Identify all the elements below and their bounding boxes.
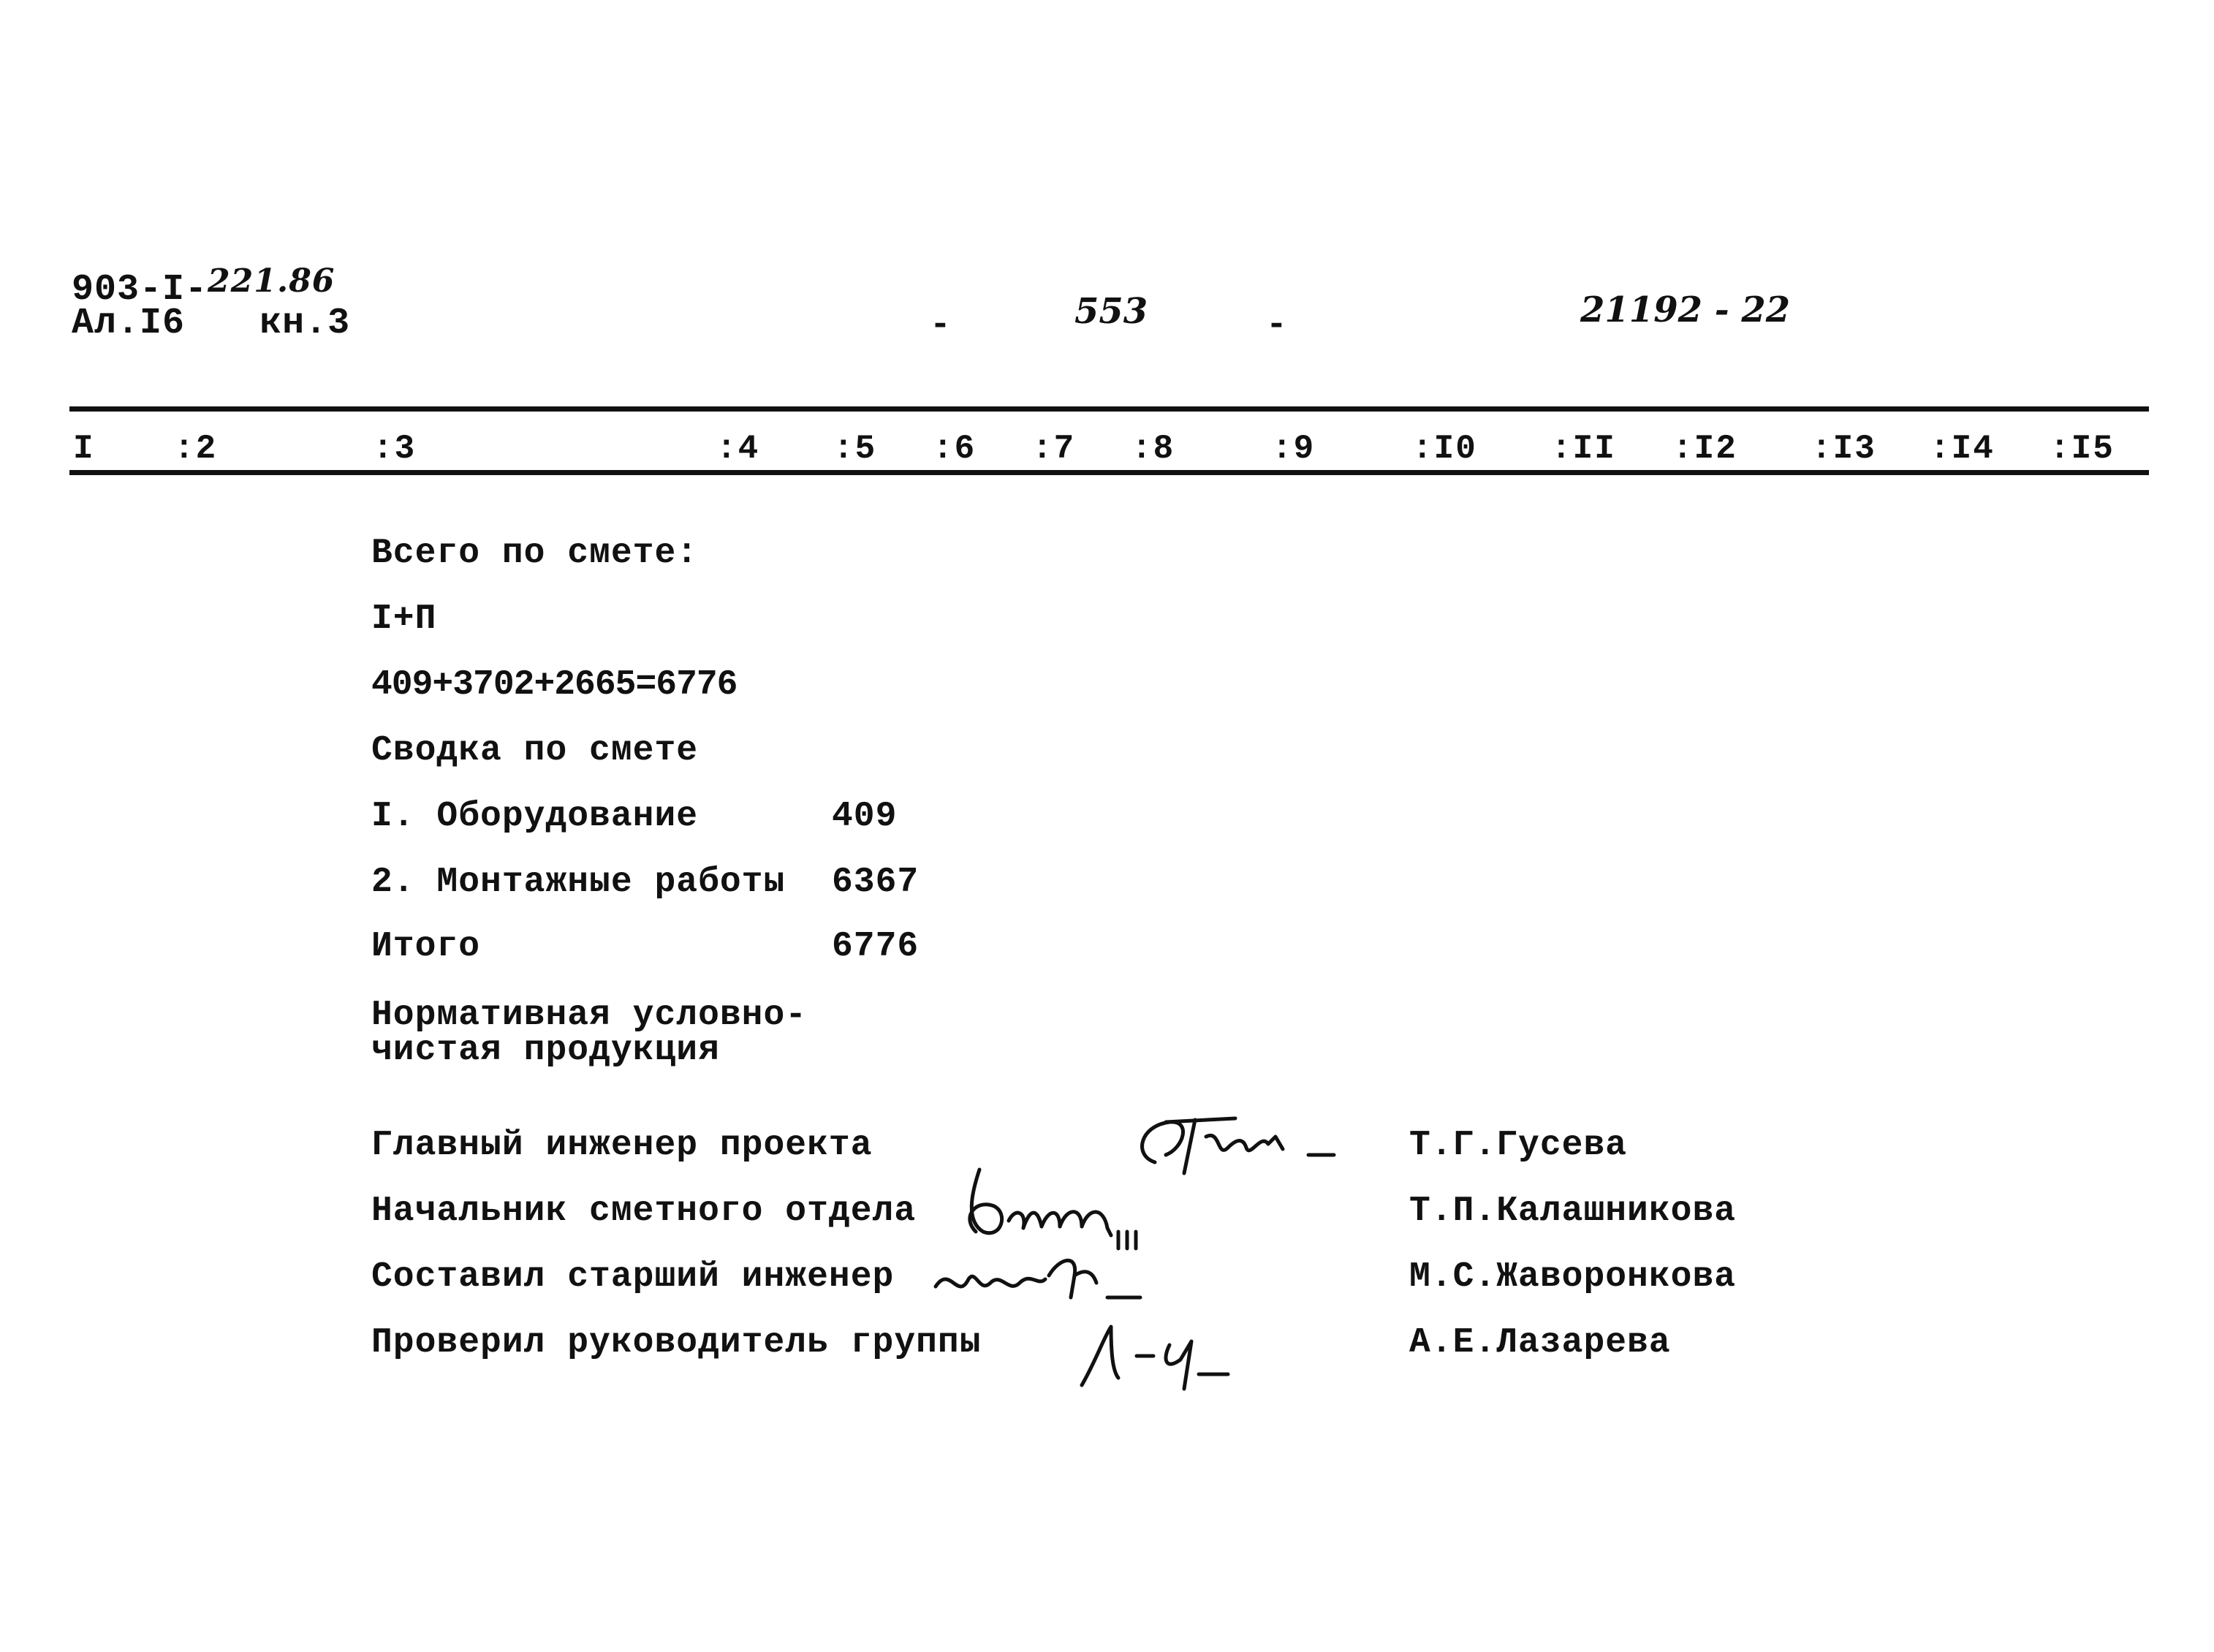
column-label: :I2 xyxy=(1672,430,1737,468)
signature-role: Проверил руководитель группы xyxy=(371,1323,982,1363)
item-value: 6776 xyxy=(832,927,920,966)
order-number: 21192 - 22 xyxy=(1580,289,1791,330)
header-dash-right: - xyxy=(1266,306,1288,345)
signature-role: Составил старший инженер xyxy=(371,1257,895,1297)
column-label: :I0 xyxy=(1412,430,1477,468)
column-label: :7 xyxy=(1032,430,1076,468)
signature-lazareva xyxy=(1067,1316,1243,1396)
book-number: кн.3 xyxy=(259,303,351,344)
total-formula: 409+3702+2665=6776 xyxy=(371,665,738,705)
bottom-rule xyxy=(69,470,2149,475)
normative-line-1: Нормативная условно- xyxy=(371,996,808,1035)
header-dash-left: - xyxy=(930,306,952,345)
signature-name: А.Е.Лазарева xyxy=(1409,1323,1671,1363)
column-label: :8 xyxy=(1131,430,1175,468)
signature-name: М.С.Жаворонкова xyxy=(1409,1257,1737,1297)
column-label: :I4 xyxy=(1930,430,1995,468)
summary-title: Сводка по смете xyxy=(371,731,699,770)
item-label: Итого xyxy=(371,927,481,966)
item-value: 409 xyxy=(832,797,898,836)
column-label: :II xyxy=(1551,430,1616,468)
code-handwritten: 221.86 xyxy=(208,262,335,300)
total-title: Всего по смете: xyxy=(371,534,699,573)
code-prefix: 903-I- xyxy=(72,269,208,311)
column-label: :9 xyxy=(1272,430,1316,468)
column-label: :I3 xyxy=(1811,430,1876,468)
page-number: 553 xyxy=(1074,291,1148,332)
item-label: I. Оборудование xyxy=(371,797,699,836)
item-label: 2. Монтажные работы xyxy=(371,863,786,902)
normative-line-2: чистая продукция xyxy=(371,1031,720,1070)
column-label: :4 xyxy=(716,430,760,468)
column-label: I xyxy=(73,430,95,468)
column-label: :6 xyxy=(933,430,977,468)
sections-label: I+П xyxy=(371,599,437,639)
signature-zhavoronkova xyxy=(928,1243,1155,1316)
signature-name: Т.Г.Гусева xyxy=(1409,1126,1628,1165)
column-label: :I5 xyxy=(2050,430,2115,468)
top-rule xyxy=(69,406,2149,412)
signature-name: Т.П.Калашникова xyxy=(1409,1191,1737,1231)
album-book-line xyxy=(72,303,350,344)
column-label: :5 xyxy=(833,430,877,468)
signature-role: Начальник сметного отдела xyxy=(371,1191,917,1231)
signature-role: Главный инженер проекта xyxy=(371,1126,873,1165)
signature-gusev xyxy=(1126,1104,1345,1184)
column-label: :2 xyxy=(174,430,218,468)
item-value: 6367 xyxy=(832,863,920,902)
album-number: Ал.I6 xyxy=(72,303,186,344)
column-label: :3 xyxy=(373,430,417,468)
